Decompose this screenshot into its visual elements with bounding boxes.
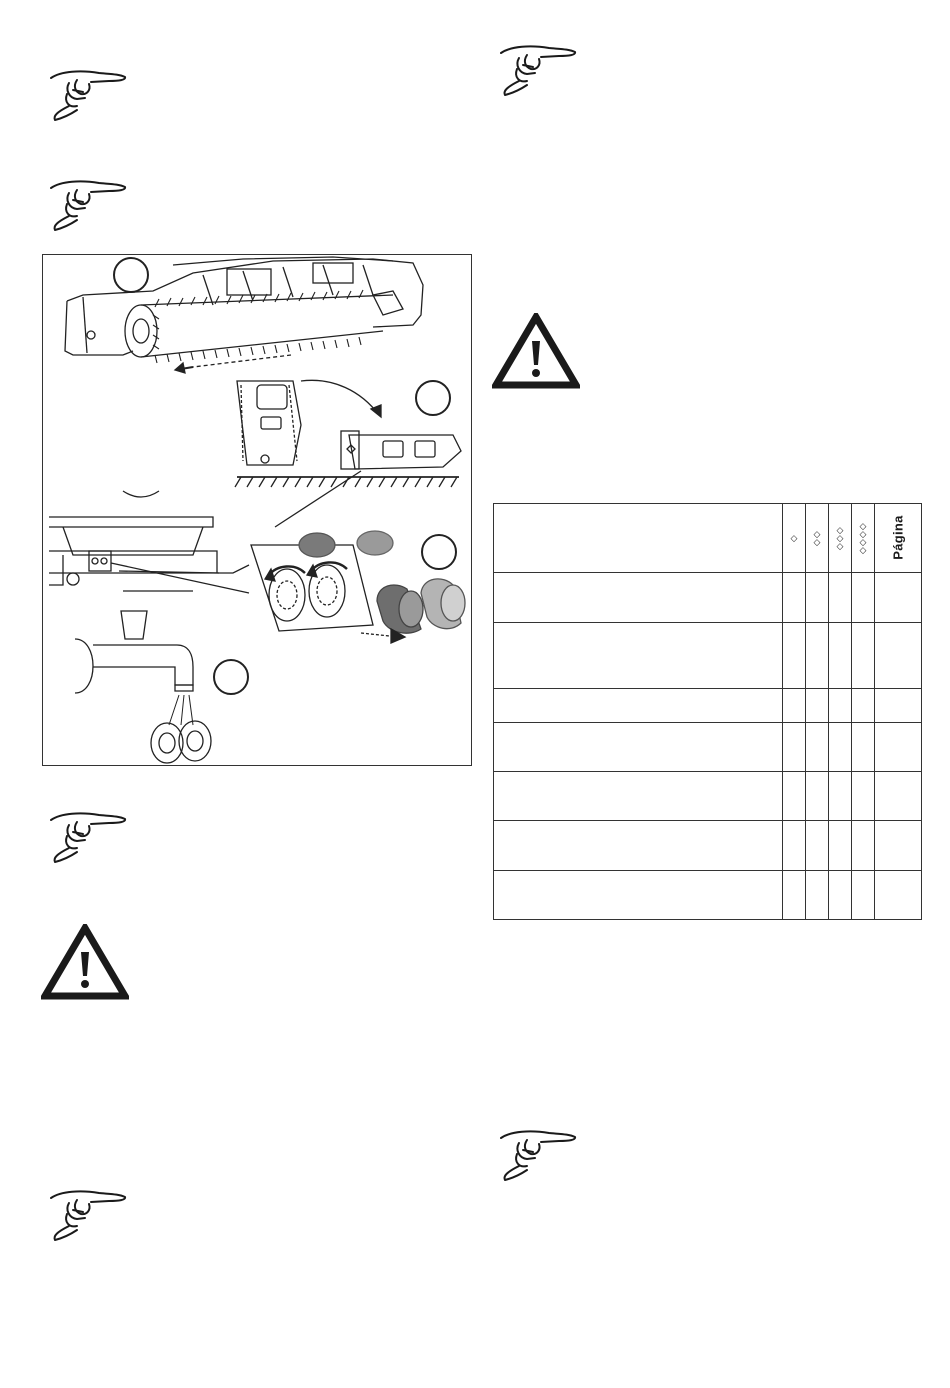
callout-1 (114, 258, 148, 292)
frequency-header-4: ◇◇◇◇ (852, 504, 875, 573)
table-row (494, 821, 922, 871)
maintenance-illustration (42, 254, 472, 766)
table-row (494, 573, 922, 623)
page-label: Página (890, 515, 906, 560)
pointing-hand-icon (47, 1188, 129, 1242)
pointing-hand-icon (497, 1128, 579, 1182)
callout-3 (422, 535, 456, 569)
table-header-description (494, 504, 783, 573)
table-row (494, 871, 922, 920)
table-row (494, 772, 922, 821)
table-row (494, 689, 922, 723)
frequency-header-2: ◇◇ (806, 504, 829, 573)
frequency-header-1: ◇ (783, 504, 806, 573)
pointing-hand-icon (47, 178, 129, 232)
callout-4 (214, 660, 248, 694)
warning-triangle-icon (41, 924, 129, 1000)
pointing-hand-icon (497, 43, 579, 97)
warning-triangle-icon (492, 313, 580, 389)
table-row (494, 623, 922, 689)
table-row (494, 723, 922, 772)
frequency-header-3: ◇◇◇ (829, 504, 852, 573)
pointing-hand-icon (47, 810, 129, 864)
pointing-hand-icon (47, 68, 129, 122)
callout-2 (416, 381, 450, 415)
page-header (875, 504, 922, 573)
table-header-row (494, 504, 922, 573)
maintenance-table (493, 503, 922, 920)
